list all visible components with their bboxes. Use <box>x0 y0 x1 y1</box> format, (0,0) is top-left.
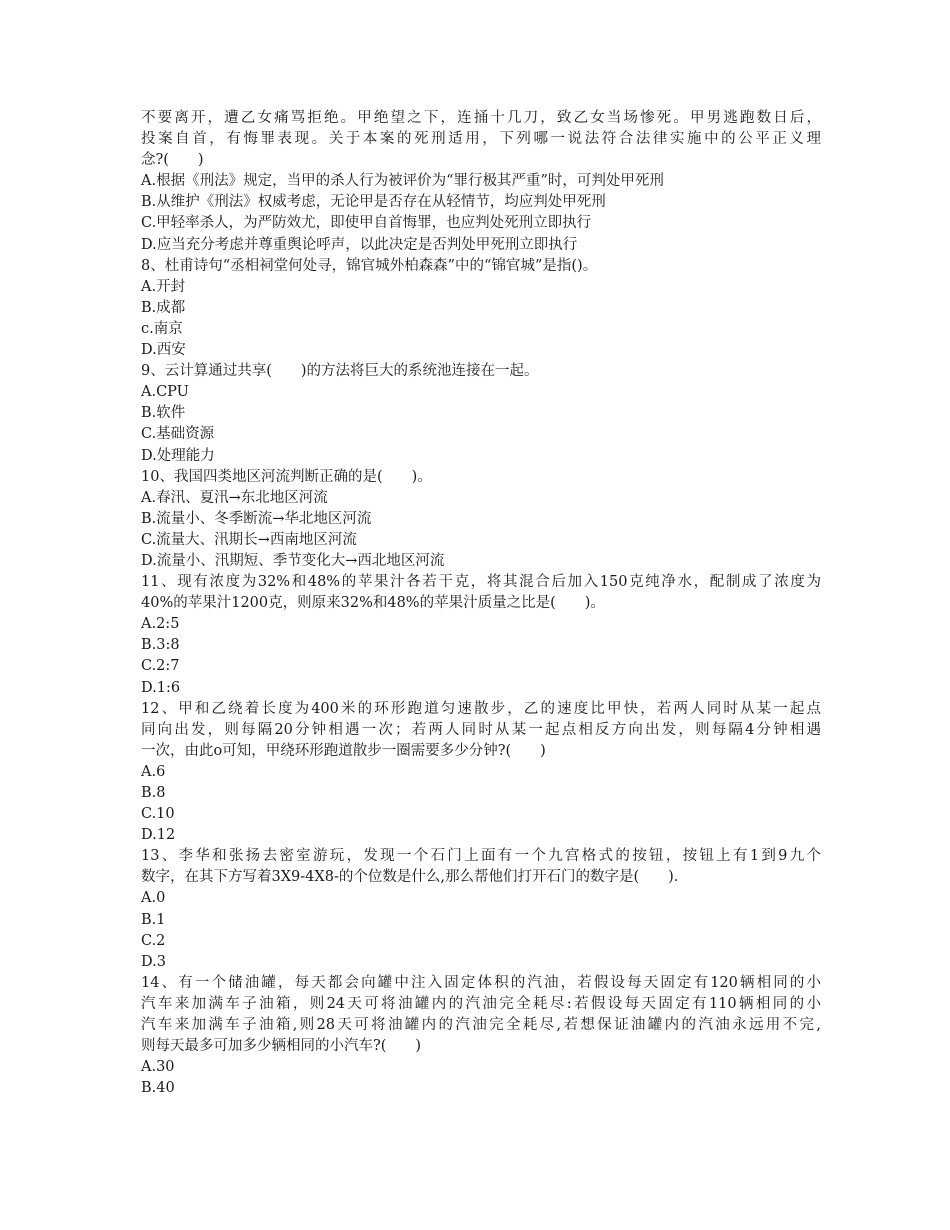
question-14-stem-line-1: 14、有一个储油罐，每天都会向罐中注入固定体积的汽油，若假设每天固定有120辆相同的小 <box>141 974 821 991</box>
question-7-stem-line-3: 念?( ) <box>141 152 204 169</box>
question-12-option-c: C.10 <box>141 806 175 823</box>
question-11-option-a: A.2:5 <box>141 616 180 633</box>
question-11-stem-line-1: 11、现有浓度为32%和48%的苹果汁各若干克，将其混合后加入150克纯净水，配制成了浓度为 <box>141 574 821 591</box>
question-12-stem-line-1: 12、甲和乙绕着长度为400米的环形跑道匀速散步，乙的速度比甲快，若两人同时从某一起点 <box>141 700 821 717</box>
question-8-option-c: c.南京 <box>141 320 183 337</box>
question-12-option-d: D.12 <box>141 827 176 844</box>
question-13-option-d: D.3 <box>141 953 166 970</box>
question-14-stem-line-3: 汽车来加满车子油箱,则28天可将油罐内的汽油完全耗尽,若想保证油罐内的汽油永远用不完, <box>141 1017 821 1034</box>
question-10-option-d: D.流量小、汛期短、季节变化大→西北地区河流 <box>141 552 445 569</box>
question-10-option-b: B.流量小、冬季断流→华北地区河流 <box>141 510 372 527</box>
question-7-option-b: B.从维护《刑法》权威考虑，无论甲是否存在从轻情节，均应判处甲死刑 <box>141 194 606 211</box>
question-9-stem: 9、云计算通过共享( )的方法将巨大的系统池连接在一起。 <box>141 363 539 380</box>
question-11-stem-line-2: 40%的苹果汁1200克，则原来32%和48%的苹果汁质量之比是( )。 <box>141 595 605 612</box>
question-10-option-c: C.流量大、汛期长→西南地区河流 <box>141 531 357 548</box>
question-9-option-d: D.处理能力 <box>141 447 215 464</box>
question-8-option-b: B.成都 <box>141 299 186 316</box>
question-13-option-a: A.0 <box>141 890 166 907</box>
question-13-stem-line-2: 数字，在其下方写着3X9-4X8-的个位数是什么,那么帮他们打开石门的数字是( ). <box>141 869 679 886</box>
question-12-stem-line-3: 一次，由此o可知，甲绕环形跑道散步一圈需要多少分钟?( ) <box>141 742 546 759</box>
question-12-option-b: B.8 <box>141 785 166 801</box>
question-12-stem-line-2: 同向出发，则每隔20分钟相遇一次；若两人同时从某一起点相反方向出发，则每隔4分钟相遇 <box>141 721 821 738</box>
question-9-option-a: A.CPU <box>141 384 189 401</box>
question-7-stem-line-2: 投案自首，有悔罪表现。关于本案的死刑适用，下列哪一说法符合法律实施中的公平正义理 <box>141 131 821 148</box>
question-7-option-a: A.根据《刑法》规定，当甲的杀人行为被评价为“罪行极其严重”时，可判处甲死刑 <box>141 173 664 190</box>
question-13-option-c: C.2 <box>141 932 166 949</box>
question-13-option-b: B.1 <box>141 911 166 928</box>
question-10-option-a: A.春汛、夏汛→东北地区河流 <box>141 489 328 506</box>
question-7-option-c: C.甲轻率杀人，为严防效尤，即使甲自首悔罪，也应判处死刑立即执行 <box>141 215 592 232</box>
question-13-stem-line-1: 13、李华和张扬去密室游玩，发现一个石门上面有一个九宫格式的按钮，按钮上有1到9九个 <box>141 848 821 865</box>
question-14-stem-line-2: 汽车来加满车子油箱，则24天可将油罐内的汽油完全耗尽:若假设每天固定有110辆相同的小 <box>141 995 821 1012</box>
question-7-option-d: D.应当充分考虑并尊重舆论呼声，以此决定是否判处甲死刑立即执行 <box>141 236 578 253</box>
question-11-option-b: B.3:8 <box>141 637 180 654</box>
question-7-stem-line-1: 不要离开，遭乙女痛骂拒绝。甲绝望之下，连捅十几刀，致乙女当场惨死。甲男逃跑数日后， <box>141 110 821 126</box>
question-11-option-c: C.2:7 <box>141 658 180 675</box>
question-9-option-b: B.软件 <box>141 405 186 422</box>
question-8-option-a: A.开封 <box>141 278 186 295</box>
question-11-option-d: D.1:6 <box>141 679 181 696</box>
question-10-stem: 10、我国四类地区河流判断正确的是( )。 <box>141 468 432 485</box>
question-9-option-c: C.基础资源 <box>141 426 215 443</box>
question-14-stem-line-4: 则每天最多可加多少辆相同的小汽车?( ) <box>141 1038 422 1055</box>
document-page <box>141 108 821 1099</box>
question-8-stem: 8、杜甫诗句“丞相祠堂何处寻，锦官城外柏森森”中的“锦官城”是指()。 <box>141 257 598 274</box>
question-14-option-a: A.30 <box>141 1059 175 1076</box>
question-12-option-a: A.6 <box>141 763 166 780</box>
question-8-option-d: D.西安 <box>141 342 186 359</box>
question-14-option-b: B.40 <box>141 1080 175 1097</box>
